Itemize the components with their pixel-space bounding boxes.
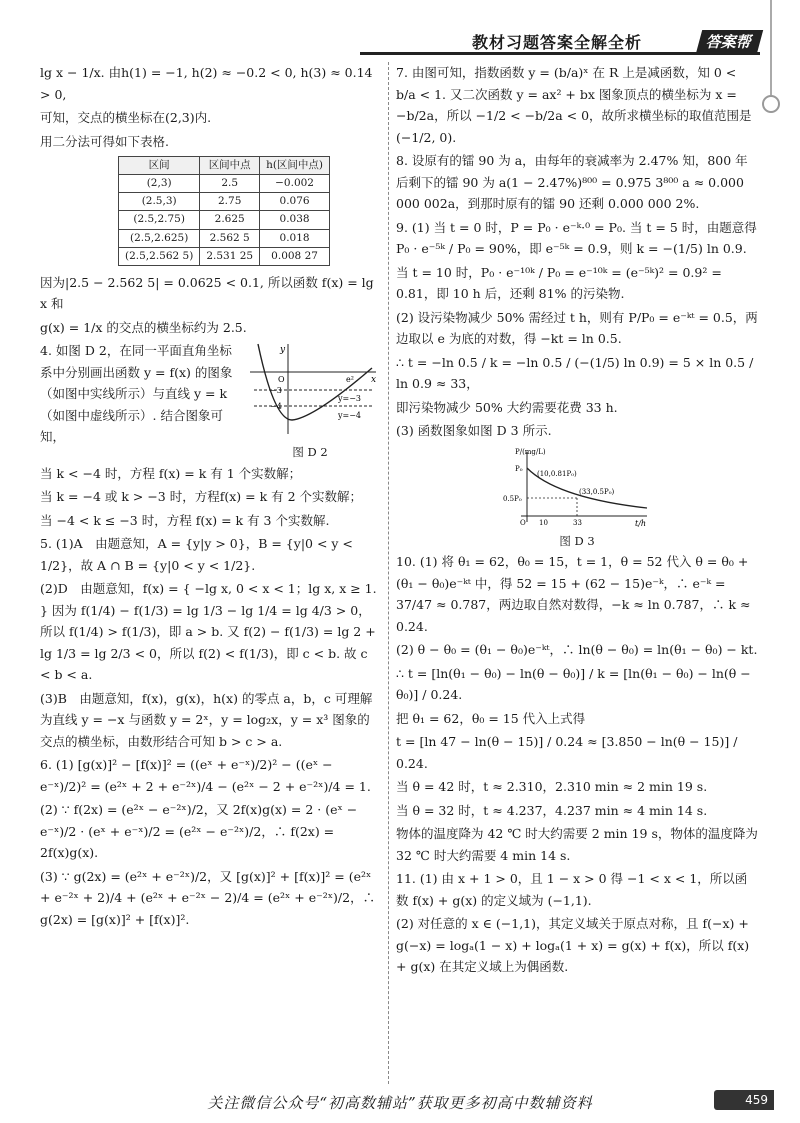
- footer-note: 关注微信公众号“初高数辅站”获取更多初高中数辅资料: [207, 1094, 593, 1112]
- page-number: 459: [714, 1090, 774, 1110]
- table-cell: (2.5,2.75): [119, 211, 200, 229]
- text-line: (2) θ − θ₀ = (θ₁ − θ₀)e⁻ᵏᵗ，∴ ln(θ − θ₀) = ln(θ₁ − θ₀) − kt.: [396, 642, 758, 658]
- text-line: (3)B 由题意知，f(x)，g(x)，h(x) 的零点 a，b，c 可理解为直线 y = −x 与函数 y = 2ˣ，y = log₂x，y = x³ 图象的交点的横坐标，由数形结合可知 b > c > a.: [40, 690, 373, 749]
- table-row: [119, 175, 330, 193]
- table-cell: (2.5,3): [119, 193, 200, 211]
- binder-hook: [770, 0, 772, 95]
- d3-half: 0.5P₀: [503, 494, 522, 503]
- text-line: (2) 对任意的 x ∈ (−1,1)，其定义域关于原点对称，且 f(−x) + g(−x) = logₐ(1 − x) + logₐ(1 + x) = g(x) + f(x)，所以 f(x) + g(x) 在其定义域上为偶函数.: [396, 916, 750, 975]
- text-line: g(x) = 1/x 的交点的横坐标约为 2.5.: [40, 319, 247, 335]
- text-line: 10. (1) 将 θ₁ = 62，θ₀ = 15，t = 1，θ = 52 代入 θ = θ₀ + (θ₁ − θ₀)e⁻ᵏᵗ 中，得 52 = 15 + (62 − 15)e⁻ᵏ，∴ e⁻ᵏ = 37/47 ≈ 0.787，两边取自然对数得，−k ≈ ln 0.787，∴ k ≈ 0.24.: [396, 554, 751, 634]
- d2-m3: −3: [270, 386, 282, 396]
- table-cell: −0.002: [260, 175, 330, 193]
- text-line: 当 θ = 32 时，t ≈ 4.237，4.237 min ≈ 4 min 14 s.: [396, 802, 708, 818]
- text-line: 当 θ = 42 时，t ≈ 2.310，2.310 min ≈ 2 min 19 s.: [396, 779, 708, 795]
- text-line: 物体的温度降为 42 ℃ 时大约需要 2 min 19 s，物体的温度降为 32 ℃ 时大约需要 4 min 14 s.: [396, 826, 758, 863]
- text-line: ∴ t = −ln 0.5 / k = −ln 0.5 / (−(1/5) ln 0.9) = 5 × ln 0.5 / ln 0.9 ≈ 33，: [396, 354, 754, 391]
- header-tag: 答案帮: [696, 30, 763, 54]
- text-line: ∴ t = [ln(θ₁ − θ₀) − ln(θ − θ₀)] / k = [ln(θ₁ − θ₀) − ln(θ − θ₀)] / 0.24.: [396, 665, 751, 703]
- table-cell: (2,3): [119, 175, 200, 193]
- page-header: [360, 30, 760, 54]
- table-cell: 0.018: [260, 229, 330, 247]
- text-line: (2) ∵ f(2x) = (e²ˣ − e⁻²ˣ)/2，又 2f(x)g(x) = 2 · (eˣ − e⁻ˣ)/2 · (eˣ + e⁻ˣ)/2 = (e²ˣ − e⁻²ˣ)/2，∴ f(2x) = 2f(x)g(x).: [40, 802, 358, 861]
- table-header: h(区间中点): [260, 157, 330, 175]
- figure-d2-svg: [240, 340, 380, 436]
- table-row: [119, 247, 330, 265]
- text-line: 把 θ₁ = 62，θ₀ = 15 代入上式得: [396, 710, 586, 726]
- d2-y3: y=−3: [338, 394, 362, 404]
- text-line: 5. (1)A 由题意知，A = {y|y > 0}，B = {y|0 < y < 1/2}，故 A ∩ B = {y|0 < y < 1/2}.: [40, 536, 353, 573]
- text-line: 当 k = −4 或 k > −3 时，方程f(x) = k 有 2 个实数解；: [40, 489, 363, 505]
- d2-x: x: [371, 375, 377, 386]
- table-header: 区间: [119, 157, 200, 175]
- text-line: (2)D 由题意知，f(x) = { −lg x, 0 < x < 1；lg x, x ≥ 1. } 因为 f(1/4) − f(1/3) = lg 1/3 − lg 1/4 = lg 4/3 > 0，所以 f(1/4) > f(1/3)，即 a > b. 又 f(2) − f(1/3) = lg 2 + lg 1/3 = lg 2/3 < 0，所以 f(2) < f(1/3)，即 c < b. 故 c < b < a.: [40, 581, 377, 683]
- text-line: t = [ln 47 − ln(θ − 15)] / 0.24 ≈ [3.850 − ln(θ − 15)] / 0.24.: [396, 734, 738, 771]
- table-header: 区间中点: [200, 157, 260, 175]
- figure-caption: 图 D 3: [559, 533, 595, 548]
- table-cell: 2.5: [200, 175, 260, 193]
- table-cell: (2.5,2.562 5): [119, 247, 200, 265]
- d3-ylabel: P/(mg/L): [515, 447, 546, 456]
- header-title: 教材习题答案全解全析: [471, 33, 642, 52]
- table-cell: (2.5,2.625): [119, 229, 200, 247]
- d2-o: O: [278, 375, 285, 385]
- figure-d3: [396, 446, 758, 552]
- bisection-table: [118, 156, 330, 266]
- text-line: 8. 设原有的镭 90 为 a，由每年的衰减率为 2.47% 知，800 年后剩下的镭 90 为 a(1 − 2.47%)⁸⁰⁰ = 0.975 3⁸⁰⁰ a ≈ 0.000 000 002a，到那时原有的镭 90 还剩 0.000 000 2%.: [396, 153, 748, 211]
- q4-text: 4. 如图 D 2，在同一平面直角坐标系中分别画出函数 y = f(x) 的图象（如图中实线所示）与直线 y = k（如图中虚线所示）. 结合图象可知，: [40, 343, 233, 445]
- d2-y4: y=−4: [338, 411, 362, 421]
- text-line: 6. (1) [g(x)]² − [f(x)]² = ((eˣ + e⁻ˣ)/2)² − ((eˣ − e⁻ˣ)/2)² = (e²ˣ + 2 + e⁻²ˣ)/4 − (e²ˣ − 2 + e⁻²ˣ)/4 = 1.: [40, 757, 371, 794]
- text-line: 即污染物减少 50% 大约需要花费 33 h.: [396, 399, 618, 415]
- d3-o: O: [520, 518, 526, 527]
- figure-d3-svg: [497, 446, 657, 528]
- text-line: 11. (1) 由 x + 1 > 0，且 1 − x > 0 得 −1 < x < 1，所以函数 f(x) + g(x) 的定义域为 (−1,1).: [396, 871, 748, 908]
- d3-p0: P₀: [515, 464, 523, 473]
- text-line: 当 −4 < k ≤ −3 时，方程 f(x) = k 有 3 个实数解.: [40, 512, 330, 528]
- table-cell: 0.038: [260, 211, 330, 229]
- text-line: 因为|2.5 − 2.562 5| = 0.0625 < 0.1, 所以函数 f(x) = lg x 和: [40, 274, 374, 312]
- right-column: [396, 62, 758, 980]
- text-line: 用二分法可得如下表格.: [40, 133, 169, 149]
- figure-caption: 图 D 2: [292, 444, 328, 459]
- table-cell: 0.008 27: [260, 247, 330, 265]
- d3-t33: 33: [573, 518, 582, 527]
- table-row: [119, 229, 330, 247]
- table-cell: 2.531 25: [200, 247, 260, 265]
- table-cell: 0.076: [260, 193, 330, 211]
- table-cell: 2.625: [200, 211, 260, 229]
- table-cell: 2.562 5: [200, 229, 260, 247]
- text-line: (2) 设污染物减少 50% 需经过 t h，则有 P/P₀ = e⁻ᵏᵗ = 0.5，两边取以 e 为底的对数，得 −kt = ln 0.5.: [396, 309, 758, 346]
- table-row: [119, 193, 330, 211]
- text-line: 当 t = 10 时，P₀ · e⁻¹⁰ᵏ / P₀ = e⁻¹⁰ᵏ = (e⁻⁵ᵏ)² = 0.9² = 0.81，即 10 h 后，还剩 81% 的污染物.: [396, 264, 722, 301]
- text-line: lg x − 1/x. 由h(1) = −1, h(2) ≈ −0.2 < 0, h(3) ≈ 0.14 > 0,: [40, 65, 373, 102]
- d2-m4: −4: [270, 402, 282, 412]
- d3-p1: (10,0.81P₀): [537, 469, 577, 478]
- q4-block: [40, 340, 380, 462]
- text-line: (3) ∵ g(2x) = (e²ˣ + e⁻²ˣ)/2，又 [g(x)]² + [f(x)]² = (e²ˣ + e⁻²ˣ + 2)/4 + (e²ˣ + e⁻²ˣ − 2)/4 = (e²ˣ + e⁻²ˣ)/2，∴ g(2x) = [g(x)]² + [f(x)]².: [40, 868, 376, 927]
- text-line: (3) 函数图象如图 D 3 所示.: [396, 423, 552, 438]
- table-cell: 2.75: [200, 193, 260, 211]
- figure-d2: [240, 340, 380, 462]
- table-row: [119, 211, 330, 229]
- d2-e2: e²: [346, 375, 354, 385]
- text-line: 7. 由图可知，指数函数 y = (b/a)ˣ 在 R 上是减函数，知 0 < b/a < 1. 又二次函数 y = ax² + bx 图象顶点的横坐标为 x = −b/2a，所以 −1/2 < −b/2a < 0，故所求横坐标的取值范围是 (−1/2, 0).: [396, 65, 752, 145]
- d3-p2: (33,0.5P₀): [579, 487, 615, 496]
- text-line: 可知，交点的横坐标在(2,3)内.: [40, 110, 212, 125]
- d3-xlabel: t/h: [635, 518, 647, 528]
- binder-ring: [762, 95, 780, 113]
- d3-t10: 10: [539, 518, 548, 527]
- left-column: [40, 62, 380, 932]
- d2-y: y: [280, 345, 286, 356]
- column-divider: [388, 62, 389, 1084]
- text-line: 9. (1) 当 t = 0 时，P = P₀ · e⁻ᵏ·⁰ = P₀. 当 t = 5 时，由题意得 P₀ · e⁻⁵ᵏ / P₀ = 90%，即 e⁻⁵ᵏ = 0.9，则 k = −(1/5) ln 0.9.: [396, 219, 757, 256]
- text-line: 当 k < −4 时，方程 f(x) = k 有 1 个实数解；: [40, 465, 302, 481]
